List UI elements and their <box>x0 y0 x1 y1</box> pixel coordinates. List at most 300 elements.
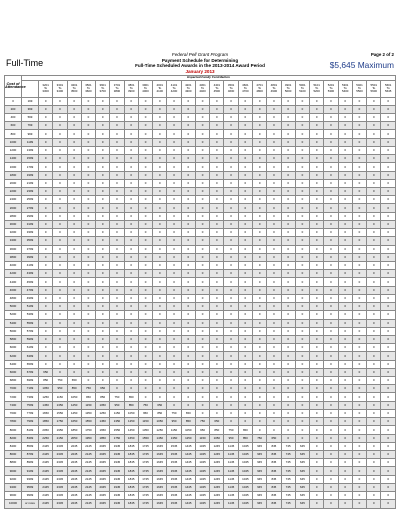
award-cell: 0 <box>295 130 309 138</box>
award-cell: 0 <box>310 500 324 508</box>
award-cell: 0 <box>224 311 238 319</box>
award-cell: 0 <box>138 163 152 171</box>
award-cell: 0 <box>124 163 138 171</box>
award-cell: 750 <box>167 409 181 417</box>
award-cell: 0 <box>138 138 152 146</box>
award-cell: 0 <box>96 335 110 343</box>
award-cell: 0 <box>81 311 95 319</box>
coa-to-cell: 8199 <box>22 426 39 434</box>
table-row <box>5 409 396 417</box>
award-cell: 0 <box>281 409 295 417</box>
award-cell: 850 <box>181 418 195 426</box>
award-cell: 0 <box>210 171 224 179</box>
award-cell: 1845 <box>124 483 138 491</box>
award-cell: 0 <box>224 294 238 302</box>
coa-to-cell: 8999 <box>22 459 39 467</box>
award-cell: 0 <box>195 220 209 228</box>
award-cell: 2245 <box>67 492 81 500</box>
award-cell: 1550 <box>81 418 95 426</box>
award-cell: 0 <box>310 188 324 196</box>
award-cell: 1745 <box>138 451 152 459</box>
award-cell: 2245 <box>67 483 81 491</box>
award-cell: 0 <box>195 138 209 146</box>
award-cell: 1350 <box>53 401 67 409</box>
award-cell: 0 <box>53 146 67 154</box>
award-cell: 0 <box>352 426 366 434</box>
table-row <box>5 393 396 401</box>
award-cell: 0 <box>195 188 209 196</box>
award-cell: 0 <box>367 360 381 368</box>
award-cell: 0 <box>210 188 224 196</box>
award-cell: 0 <box>267 261 281 269</box>
coa-to-cell: 1199 <box>22 138 39 146</box>
award-cell: 0 <box>310 492 324 500</box>
award-cell: 0 <box>338 459 352 467</box>
award-cell: 2445 <box>39 500 53 508</box>
award-cell: 0 <box>81 278 95 286</box>
table-row <box>5 220 396 228</box>
award-cell: 1545 <box>167 483 181 491</box>
award-cell: 2245 <box>67 451 81 459</box>
award-cell: 0 <box>310 360 324 368</box>
payment-schedule-table <box>4 75 396 509</box>
award-cell: 745 <box>281 442 295 450</box>
award-cell: 0 <box>153 188 167 196</box>
award-cell: 1345 <box>195 467 209 475</box>
award-cell: 0 <box>210 278 224 286</box>
award-cell: 0 <box>53 220 67 228</box>
award-cell: 750 <box>110 393 124 401</box>
award-cell: 2045 <box>96 459 110 467</box>
award-cell: 0 <box>338 335 352 343</box>
award-cell: 0 <box>281 245 295 253</box>
award-cell: 0 <box>153 368 167 376</box>
efc-column-header <box>238 80 252 97</box>
award-cell: 0 <box>267 319 281 327</box>
award-cell: 1145 <box>224 492 238 500</box>
award-cell: 0 <box>224 179 238 187</box>
award-cell: 0 <box>367 105 381 113</box>
award-cell: 0 <box>167 270 181 278</box>
coa-to-cell: 399 <box>22 105 39 113</box>
coa-to-cell: 3199 <box>22 220 39 228</box>
award-cell: 1845 <box>124 442 138 450</box>
coa-from-cell: 3400 <box>5 237 22 245</box>
efc-column-header <box>210 80 224 97</box>
efc-column-header <box>367 80 381 97</box>
award-cell: 1945 <box>110 483 124 491</box>
award-cell: 0 <box>338 401 352 409</box>
award-cell: 0 <box>39 163 53 171</box>
award-cell: 0 <box>110 377 124 385</box>
award-cell: 2245 <box>67 500 81 508</box>
award-cell: 0 <box>110 179 124 187</box>
award-cell: 1445 <box>181 500 195 508</box>
award-cell: 0 <box>252 303 266 311</box>
award-cell: 0 <box>67 196 81 204</box>
efc-range-to-word: To <box>143 85 148 90</box>
award-cell: 1845 <box>124 459 138 467</box>
award-cell: 0 <box>96 146 110 154</box>
award-cell: 0 <box>195 335 209 343</box>
award-cell: 0 <box>67 327 81 335</box>
award-cell: 850 <box>124 401 138 409</box>
table-row <box>5 492 396 500</box>
award-cell: 0 <box>381 368 396 376</box>
award-cell: 0 <box>138 105 152 113</box>
award-cell: 0 <box>53 261 67 269</box>
award-cell: 0 <box>352 155 366 163</box>
award-cell: 0 <box>338 155 352 163</box>
award-cell: 0 <box>352 97 366 105</box>
award-cell: 745 <box>281 500 295 508</box>
award-cell: 0 <box>210 130 224 138</box>
award-cell: 0 <box>310 220 324 228</box>
table-row <box>5 467 396 475</box>
table-row <box>5 171 396 179</box>
award-cell: 0 <box>124 335 138 343</box>
award-cell: 0 <box>110 270 124 278</box>
award-cell: 0 <box>310 270 324 278</box>
award-cell: 0 <box>224 130 238 138</box>
efc-range-to-word: To <box>329 85 333 90</box>
coa-header-line1: Cost of <box>6 82 20 86</box>
table-row <box>5 483 396 491</box>
award-cell: 1250 <box>181 434 195 442</box>
award-cell: 0 <box>167 212 181 220</box>
efc-range-to: 3600 <box>85 89 92 94</box>
award-cell: 1850 <box>67 426 81 434</box>
award-cell: 0 <box>81 294 95 302</box>
award-cell: 0 <box>195 179 209 187</box>
award-cell: 0 <box>124 122 138 130</box>
award-cell: 1345 <box>195 492 209 500</box>
award-cell: 0 <box>210 311 224 319</box>
award-cell: 0 <box>252 105 266 113</box>
award-cell: 0 <box>295 286 309 294</box>
award-cell: 0 <box>138 229 152 237</box>
efc-range-from: 3601 <box>99 82 106 87</box>
efc-column-header <box>352 80 366 97</box>
award-cell: 0 <box>124 377 138 385</box>
award-cell: 0 <box>195 319 209 327</box>
award-cell: 1045 <box>238 442 252 450</box>
efc-range-from: 5401 <box>356 82 363 87</box>
coa-to-cell: 8399 <box>22 434 39 442</box>
award-cell: 0 <box>338 130 352 138</box>
efc-range-to-word: To <box>300 85 304 90</box>
award-cell: 0 <box>53 245 67 253</box>
award-cell: 0 <box>267 220 281 228</box>
award-cell: 0 <box>324 171 338 179</box>
coa-from-cell: 1200 <box>5 146 22 154</box>
award-cell: 0 <box>324 492 338 500</box>
award-cell: 0 <box>324 451 338 459</box>
award-cell: 0 <box>210 393 224 401</box>
award-cell: 0 <box>124 179 138 187</box>
award-cell: 1250 <box>96 409 110 417</box>
award-cell: 0 <box>124 368 138 376</box>
award-cell: 0 <box>310 352 324 360</box>
award-cell: 1650 <box>96 426 110 434</box>
award-cell: 0 <box>181 188 195 196</box>
award-cell: 0 <box>167 393 181 401</box>
award-cell: 0 <box>167 294 181 302</box>
award-cell: 0 <box>381 409 396 417</box>
award-cell: 0 <box>96 352 110 360</box>
award-cell: 0 <box>295 418 309 426</box>
award-cell: 650 <box>67 377 81 385</box>
award-cell: 0 <box>210 286 224 294</box>
coa-to-cell: 599 <box>22 114 39 122</box>
award-cell: 0 <box>181 179 195 187</box>
award-cell: 0 <box>96 196 110 204</box>
coa-to-cell: 3999 <box>22 253 39 261</box>
award-cell: 0 <box>238 97 252 105</box>
table-row <box>5 229 396 237</box>
award-cell: 0 <box>295 261 309 269</box>
efc-range-to-word: To <box>72 85 76 90</box>
award-cell: 0 <box>252 335 266 343</box>
table-row <box>5 434 396 442</box>
schedule-type-title: Full-Time <box>6 58 44 68</box>
award-cell: 0 <box>281 163 295 171</box>
award-cell: 0 <box>39 360 53 368</box>
award-cell: 0 <box>281 327 295 335</box>
efc-range-from: 4201 <box>185 82 192 87</box>
coa-from-cell: 5800 <box>5 335 22 343</box>
table-row <box>5 196 396 204</box>
award-cell: 950 <box>195 426 209 434</box>
award-cell: 1350 <box>138 426 152 434</box>
award-cell: 0 <box>81 229 95 237</box>
award-cell: 0 <box>267 377 281 385</box>
award-cell: 0 <box>252 344 266 352</box>
efc-range-to-word: To <box>243 85 247 90</box>
award-cell: 0 <box>53 130 67 138</box>
award-cell: 0 <box>267 401 281 409</box>
award-cell: 0 <box>167 122 181 130</box>
award-cell: 0 <box>324 434 338 442</box>
efc-range-to-word: To <box>357 85 361 90</box>
award-cell: 0 <box>224 146 238 154</box>
coa-from-cell: 1000 <box>5 138 22 146</box>
award-cell: 0 <box>252 171 266 179</box>
award-cell: 0 <box>252 122 266 130</box>
award-cell: 0 <box>352 442 366 450</box>
award-cell: 0 <box>53 204 67 212</box>
award-cell: 0 <box>195 294 209 302</box>
award-cell: 0 <box>324 138 338 146</box>
award-cell: 0 <box>281 229 295 237</box>
award-cell: 0 <box>381 327 396 335</box>
coa-to-cell: 8599 <box>22 442 39 450</box>
award-cell: 0 <box>96 311 110 319</box>
award-cell: 0 <box>238 171 252 179</box>
award-cell: 1345 <box>195 500 209 508</box>
award-cell: 1745 <box>138 483 152 491</box>
coa-from-cell: 6800 <box>5 377 22 385</box>
award-cell: 0 <box>138 114 152 122</box>
award-cell: 0 <box>181 146 195 154</box>
table-row <box>5 385 396 393</box>
award-cell: 0 <box>153 122 167 130</box>
award-cell: 1750 <box>110 434 124 442</box>
award-cell: 0 <box>352 451 366 459</box>
coa-to-cell: 799 <box>22 122 39 130</box>
efc-range-from: 4801 <box>270 82 278 87</box>
award-cell: 0 <box>238 196 252 204</box>
award-cell: 0 <box>295 245 309 253</box>
award-cell: 0 <box>167 146 181 154</box>
award-cell: 0 <box>295 171 309 179</box>
award-cell: 0 <box>281 138 295 146</box>
efc-range-to: 3500 <box>70 89 78 94</box>
award-cell: 0 <box>338 220 352 228</box>
award-cell: 0 <box>267 188 281 196</box>
award-cell: 0 <box>110 138 124 146</box>
award-cell: 0 <box>295 311 309 319</box>
award-cell: 0 <box>167 204 181 212</box>
award-cell: 0 <box>338 319 352 327</box>
award-cell: 0 <box>352 385 366 393</box>
award-cell: 850 <box>39 377 53 385</box>
award-cell: 0 <box>295 327 309 335</box>
award-cell: 0 <box>210 212 224 220</box>
coa-from-cell: 3000 <box>5 220 22 228</box>
table-row <box>5 105 396 113</box>
award-cell: 1350 <box>110 418 124 426</box>
award-cell: 0 <box>381 286 396 294</box>
award-cell: 0 <box>281 368 295 376</box>
award-cell: 0 <box>81 155 95 163</box>
table-row <box>5 360 396 368</box>
award-cell: 0 <box>224 204 238 212</box>
award-cell: 0 <box>153 204 167 212</box>
award-cell: 650 <box>210 418 224 426</box>
award-cell: 0 <box>153 245 167 253</box>
table-row <box>5 261 396 269</box>
award-cell: 945 <box>252 451 266 459</box>
award-cell: 0 <box>324 163 338 171</box>
award-cell: 0 <box>281 311 295 319</box>
coa-from-cell: 6400 <box>5 360 22 368</box>
award-cell: 0 <box>295 270 309 278</box>
award-cell: 0 <box>110 360 124 368</box>
award-cell: 0 <box>324 97 338 105</box>
award-cell: 0 <box>110 204 124 212</box>
award-cell: 0 <box>153 163 167 171</box>
award-cell: 0 <box>224 212 238 220</box>
award-cell: 0 <box>352 327 366 335</box>
award-cell: 850 <box>96 393 110 401</box>
award-cell: 0 <box>352 459 366 467</box>
award-cell: 0 <box>267 171 281 179</box>
efc-range-to-word: To <box>115 85 119 90</box>
award-cell: 0 <box>381 188 396 196</box>
award-cell: 2345 <box>53 483 67 491</box>
award-cell: 650 <box>39 368 53 376</box>
award-cell: 0 <box>224 171 238 179</box>
award-cell: 0 <box>310 319 324 327</box>
award-cell: 0 <box>367 492 381 500</box>
award-cell: 0 <box>367 368 381 376</box>
award-cell: 2445 <box>39 492 53 500</box>
efc-range-to: 3900 <box>128 89 135 94</box>
award-cell: 0 <box>181 253 195 261</box>
award-cell: 1345 <box>195 442 209 450</box>
award-cell: 0 <box>81 377 95 385</box>
award-cell: 0 <box>110 220 124 228</box>
award-cell: 0 <box>295 401 309 409</box>
award-cell: 0 <box>67 303 81 311</box>
coa-to-cell: 3399 <box>22 229 39 237</box>
award-cell: 0 <box>252 270 266 278</box>
award-cell: 0 <box>195 97 209 105</box>
award-cell: 1050 <box>67 393 81 401</box>
award-cell: 0 <box>53 344 67 352</box>
table-row <box>5 138 396 146</box>
award-cell: 0 <box>295 114 309 122</box>
award-cell: 0 <box>153 220 167 228</box>
efc-range-from: 3701 <box>113 82 121 87</box>
award-cell: 0 <box>238 327 252 335</box>
award-cell: 0 <box>295 434 309 442</box>
award-cell: 0 <box>267 114 281 122</box>
award-cell: 0 <box>96 237 110 245</box>
award-cell: 0 <box>96 122 110 130</box>
award-cell: 2145 <box>81 492 95 500</box>
award-cell: 0 <box>96 253 110 261</box>
award-cell: 2145 <box>81 475 95 483</box>
award-cell: 0 <box>195 377 209 385</box>
award-cell: 0 <box>381 492 396 500</box>
award-cell: 0 <box>81 146 95 154</box>
award-cell: 1945 <box>110 492 124 500</box>
award-cell: 0 <box>381 360 396 368</box>
maximum-award: $5,645 Maximum <box>329 60 394 70</box>
award-cell: 0 <box>181 393 195 401</box>
award-cell: 845 <box>267 483 281 491</box>
award-cell: 0 <box>252 409 266 417</box>
table-row <box>5 253 396 261</box>
award-cell: 0 <box>252 278 266 286</box>
award-cell: 0 <box>381 171 396 179</box>
coa-header-line2: Attendance <box>5 85 26 90</box>
award-cell: 0 <box>338 377 352 385</box>
award-cell: 0 <box>310 237 324 245</box>
coa-to-cell: 2799 <box>22 204 39 212</box>
schedule-rows <box>5 97 396 508</box>
award-cell: 0 <box>338 418 352 426</box>
award-cell: 0 <box>224 114 238 122</box>
award-cell: 0 <box>324 286 338 294</box>
award-cell: 0 <box>281 286 295 294</box>
award-cell: 0 <box>210 229 224 237</box>
award-cell: 0 <box>167 286 181 294</box>
award-cell: 0 <box>167 196 181 204</box>
award-cell: 0 <box>324 319 338 327</box>
award-cell: 0 <box>224 163 238 171</box>
award-cell: 2445 <box>39 467 53 475</box>
award-cell: 0 <box>96 171 110 179</box>
award-cell: 0 <box>310 155 324 163</box>
award-cell: 0 <box>167 368 181 376</box>
award-cell: 0 <box>167 130 181 138</box>
award-cell: 0 <box>352 368 366 376</box>
award-cell: 1750 <box>81 426 95 434</box>
award-cell: 0 <box>110 311 124 319</box>
